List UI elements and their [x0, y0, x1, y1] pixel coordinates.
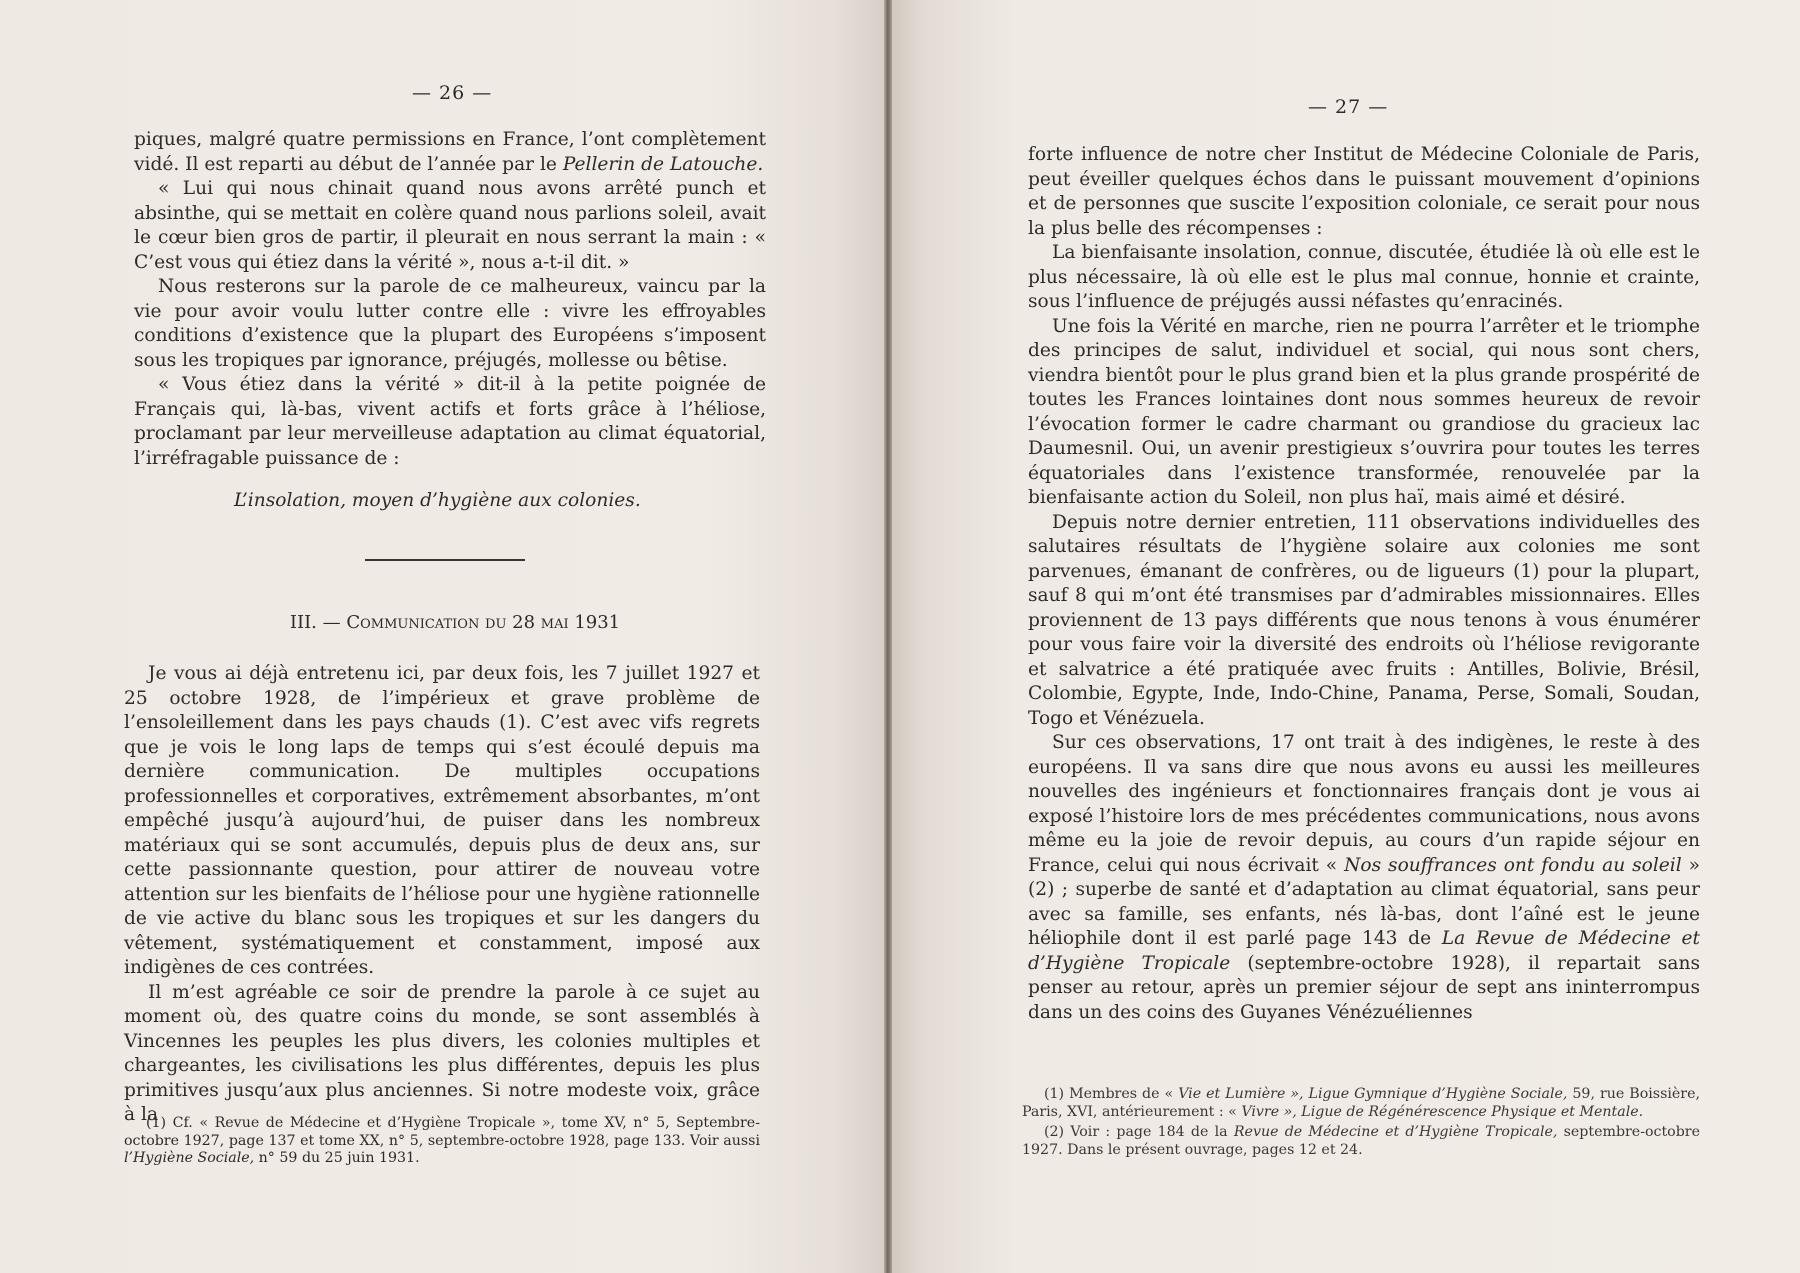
motto: L’insolation, moyen d’hygiène aux colonies. [234, 490, 641, 511]
paragraph: La bienfaisante insolation, connue, discutée, étudiée là où elle est le plus nécessaire, là où elle est le plus mal connue, honnie et crainte, sous l’influence de préjugés aussi néfastes qu’enracinés. [1028, 242, 1700, 312]
section-divider [365, 559, 525, 561]
footnote: (1) Cf. « Revue de Médecine et d’Hygiène Tropicale », tome XV, n° 5, Septembre-octobre 1927, page 137 et tome XX, n° 5, septembre-octobre 1928, page 133. Voir aussi l’Hygiène Sociale, n° 59 du 25 juin 1931. [124, 1115, 760, 1166]
footnotes-right [1022, 1086, 1700, 1162]
page-number-left: — 26 — [412, 82, 493, 104]
section-title: Communication du 28 mai 1931 [346, 612, 621, 633]
paragraph: forte influence de notre cher Institut de Médecine Coloniale de Paris, peut éveiller quelques échos dans le puissant mouvement d’opinions et de personnes que suscite l’exposition coloniale, ce serait pour nous la plus belle des récompenses : [1028, 144, 1700, 239]
paragraph: « Vous étiez dans la vérité » dit-il à la petite poignée de Français qui, là-bas, vivent actifs et forts grâce à l’héliose, proclamant par leur merveilleuse adaptation au climat équatorial, l’irréfragable puissance de : [134, 374, 766, 469]
footnotes-left [124, 1115, 760, 1171]
book-spine [884, 0, 892, 1273]
paragraph: Une fois la Vérité en marche, rien ne pourra l’arrêter et le triomphe des principes de salut, individuel et social, qui nous sont chers, viendra bientôt pour le plus grand bien et la plus grande prospérité de toutes les Frances lointaines dont nous sommes heureux de revoir l’évocation former le cadre charmant ou grandiose du gracieux lac Daumesnil. Oui, un avenir prestigieux s’ouvrira pour toutes les terres équatoriales dans l’existence transformée, renouvelée par la bienfaisante action du Soleil, non plus haï, mais aimé et désiré. [1028, 315, 1700, 508]
paragraph: Sur ces observations, 17 ont trait à des indigènes, le reste à des européens. Il va sans dire que nous avons eu aussi les meilleures nouvelles des ingénieurs et fonctionnaires français dont je vous ai exposé l’histoire lors de mes précédentes communications, nous avons même eu la joie de revoir depuis, au cours d’un rapide séjour en France, celui qui nous écrivait « Nos souffrances ont fondu au soleil » (2) ; superbe de santé et d’adaptation au climat équatorial, sans peur avec sa famille, ses enfants, nés là-bas, dont l’aîné est le jeune héliophile dont il est parlé page 143 de La Revue de Médecine et d’Hygiène Tropicale (septembre-octobre 1928), il repartait sans penser au retour, après un premier séjour de sept ans ininterrompus dans un des coins des Guyanes Vénézuéliennes [1028, 732, 1701, 1023]
footnote: (1) Membres de « Vie et Lumière », Ligue Gymnique d’Hygiène Sociale, 59, rue Boissière, Paris, XVI, antérieurement : « Vivre », Ligue de Régénérescence Physique et Mentale. [1022, 1086, 1700, 1120]
left-body-top [134, 128, 766, 471]
footnote: (2) Voir : page 184 de la Revue de Médecine et d’Hygiène Tropicale, septembre-octobre 1927. Dans le présent ouvrage, pages 12 et 24. [1022, 1124, 1700, 1158]
section-heading [190, 612, 720, 633]
left-page [0, 0, 888, 1273]
paragraph: « Lui qui nous chinait quand nous avons arrêté punch et absinthe, qui se mettait en colère quand nous parlions soleil, avait le cœur bien gros de partir, il pleurait en nous serrant la main : « C’est vous qui étiez dans la vérité », nous a-t-il dit. » [134, 178, 766, 273]
paragraph: Il m’est agréable ce soir de prendre la parole à ce sujet au moment où, des quatre coins du monde, se sont assemblés à Vincennes les peuples les plus divers, les colonies multiples et chargeantes, les civilisations les plus différentes, depuis les plus primitives jusqu’aux plus anciennes. Si notre modeste voix, grâce à la [124, 981, 760, 1125]
ship-name: Pellerin de Latouche. [562, 153, 764, 175]
paragraph: Depuis notre dernier entretien, 111 observations individuelles des salutaires résultats de l’hygiène solaire aux colonies me sont parvenues, émanant de confrères, ou de ligueurs (1) pour la plupart, sauf 8 qui m’ont été transmises par d’admirables missionnaires. Elles proviennent de 13 pays différents que nous tenons à vous énumérer pour vous faire voir la diversité des endroits où l’héliose revigorante et salvatrice a été pratiquée avec fruits : Antilles, Bolivie, Brésil, Colombie, Egypte, Inde, Indo-Chine, Panama, Perse, Somali, Soudan, Togo et Vénézuela. [1028, 511, 1700, 729]
left-body-section [124, 662, 760, 1128]
section-number: III. — [289, 612, 347, 633]
right-body [1028, 143, 1700, 1025]
page-number-right: — 27 — [1308, 96, 1389, 118]
paragraph: Nous resterons sur la parole de ce malheureux, vaincu par la vie pour avoir voulu lutter contre elle : vivre les effroyables conditions d’existence que la plupart des Européens s’imposent sous les tropiques par ignorance, préjugés, mollesse ou bêtise. [134, 276, 766, 371]
paragraph: piques, malgré quatre permissions en France, l’ont complètement vidé. Il est reparti au début de l’année par le Pellerin de Latouche. [134, 129, 766, 175]
paragraph: Je vous ai déjà entretenu ici, par deux fois, les 7 juillet 1927 et 25 octobre 1928, de l’impérieux et grave problème de l’ensoleillement dans les pays chauds (1). C’est avec vifs regrets que je vois le long laps de temps qui s’est écoulé depuis ma dernière communication. De multiples occupations professionnelles et corporatives, extrêmement absorbantes, m’ont empêché jusqu’à aujourd’hui, de puiser dans les nombreux matériaux qui se sont accumulés, depuis plus de deux ans, sur cette passionnante question, pour attirer de nouveau votre attention sur les bienfaits de l’héliose pour une hygiène rationnelle de vie active du blanc sous les tropiques et sur les dangers du vêtement, systématiquement et constamment, imposé aux indigènes de ces contrées. [124, 663, 760, 978]
right-page [888, 0, 1800, 1273]
